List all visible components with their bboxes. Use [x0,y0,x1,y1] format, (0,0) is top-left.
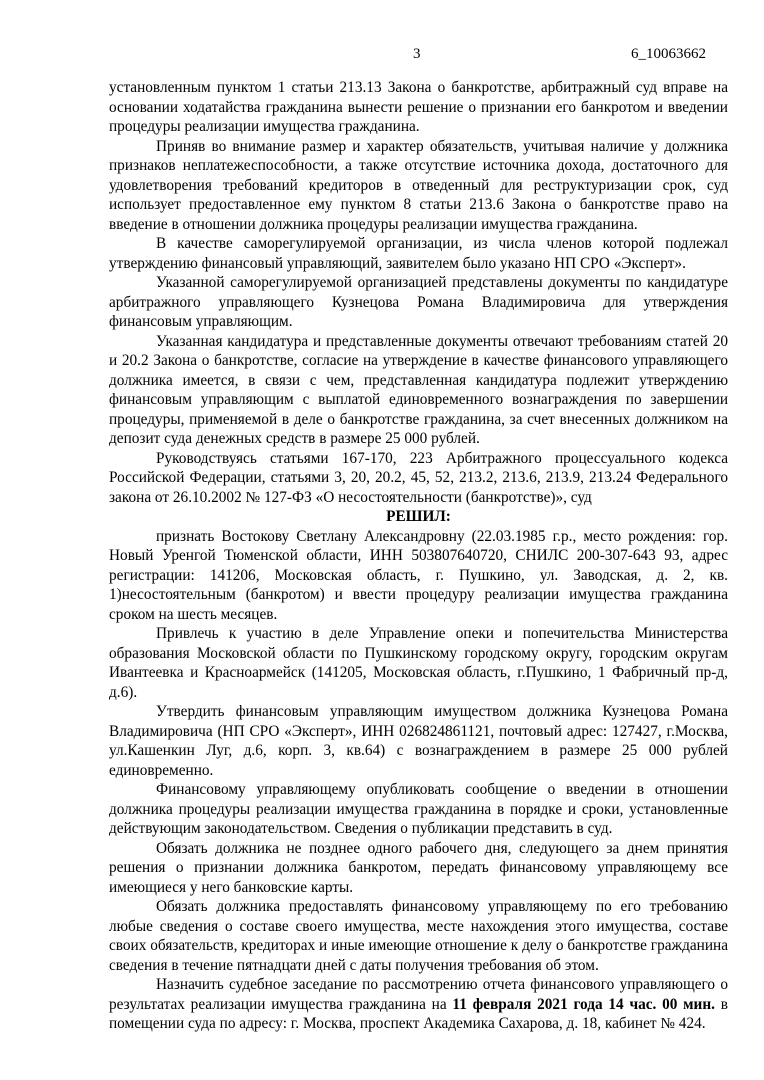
decision-guardianship-authority: Привлечь к участию в деле Управление опеки и попечительства Министерства образования Московской области по Пушкинскому городскому округу, городским округам Ивантеевка и Красноармейск (141205, Московская область, г.Пушкино, 1 Фабричный пр-д, д.6). [109,625,728,701]
document-id: 6_10063662 [631,46,706,62]
decision-hearing [109,975,728,1034]
paragraph-self-regulatory-organization: В качестве саморегулируемой организации, из числа членов которой подлежал утверждению финансовый управляющий, заявителем было указано НП СРО «Эксперт». [109,235,728,272]
decision-heading: РЕШИЛ: [386,508,451,525]
paragraph-candidate-documents: Указанной саморегулируемой организацией представлены документы по кандидатуре арбитражного управляющего Кузнецова Романа Владимировича для утверждения финансовым управляющим. [109,274,728,330]
decision-information-disclosure: Обязать должника предоставлять финансовому управляющему по его требованию любые сведения о составе своего имущества, месте нахождения этого имущества, составе своих обязательств, кредиторах и иные имеющие отношение к делу о банкротстве гражданина сведения в течение пятнадцати дней с даты получения требования об этом. [109,898,728,974]
paragraph-legal-basis: Руководствуясь статьями 167-170, 223 Арбитражного процессуального кодекса Российской Федерации, статьями 3, 20, 20.2, 45, 52, 213.2, 213.6, 213.9, 213.24 Федерального закона от 26.10.2002 № 127-ФЗ «О несостоятельности (банкротстве)», суд [109,449,728,506]
hearing-location: в помещении суда по адресу: г. Москва, проспект Академика Сахарова, д. 18, кабинет № 424. [109,995,728,1032]
decision-publication: Финансовому управляющему опубликовать сообщение о введении в отношении должника процедуры реализации имущества гражданина в порядке и сроки, установленные действующим законодательством. Сведения о публикации представить в суд. [109,781,728,837]
paragraph-candidate-compliance: Указанная кандидатура и представленные документы отвечают требованиям статей 20 и 20.2 Закона о банкротстве, согласие на утверждение в качестве финансового управляющего должника имеется, в связи с чем, представленная кандидатура подлежит утверждению финансовым управляющим с выплатой единовременного вознаграждения по завершении процедуры, применяемой в деле о банкротстве гражданина, за счет внесенных должником на депозит суда денежных средств в размере 25 000 рублей. [109,332,728,447]
hearing-date-time: 11 февраля 2021 года 14 час. 00 мин. [452,995,716,1013]
page-header [0,46,764,66]
hearing-text-before-date: Назначить судебное заседание по рассмотрению отчета финансового управляющего о результатах реализации имущества гражданина на [109,976,728,1013]
decision-bankruptcy: признать Востокову Светлану Александровну (22.03.1985 г.р., место рождения: гор. Новый Уренгой Тюменской области, ИНН 503807640720, СНИЛС 200-307-643 93, адрес регистрации: 141206, Московская область, г. Пушкино, ул. Заводская, д. 2, кв. 1)несостоятельным (банкротом) и ввести процедуру реализации имущества гражданина сроком на шесть месяцев. [109,527,728,623]
paragraph-continuation: установленным пунктом 1 статьи 213.13 Закона о банкротстве, арбитражный суд вправе на основании ходатайства гражданина вынести решение о признании его банкротом и введении процедуры реализации имущества гражданина. [109,79,728,135]
paragraph-procedure-introduction: Приняв во внимание размер и характер обязательств, учитывая наличие у должника признаков неплатежеспособности, а также отсутствие источника дохода, достаточного для удовлетворения требований кредиторов в отведенный для реструктуризации срок, суд использует предоставленное ему пунктом 8 статьи 213.6 Закона о банкротстве право на введение в отношении должника процедуры реализации имущества гражданина. [109,137,728,233]
decision-financial-manager: Утвердить финансовым управляющим имуществом должника Кузнецова Романа Владимировича (НП СРО «Эксперт», ИНН 026824861121, почтовый адрес: 127427, г.Москва, ул.Кашенкин Луг, д.6, корп. 3, кв.64) с вознаграждением в размере 25 000 рублей единовременно. [109,703,728,779]
page-number: 3 [413,46,421,62]
document-body [109,78,728,1034]
decision-bank-cards: Обязать должника не позднее одного рабочего дня, следующего за днем принятия решения о признании должника банкротом, передать финансовому управляющему все имеющиеся у него банковские карты. [109,839,728,896]
